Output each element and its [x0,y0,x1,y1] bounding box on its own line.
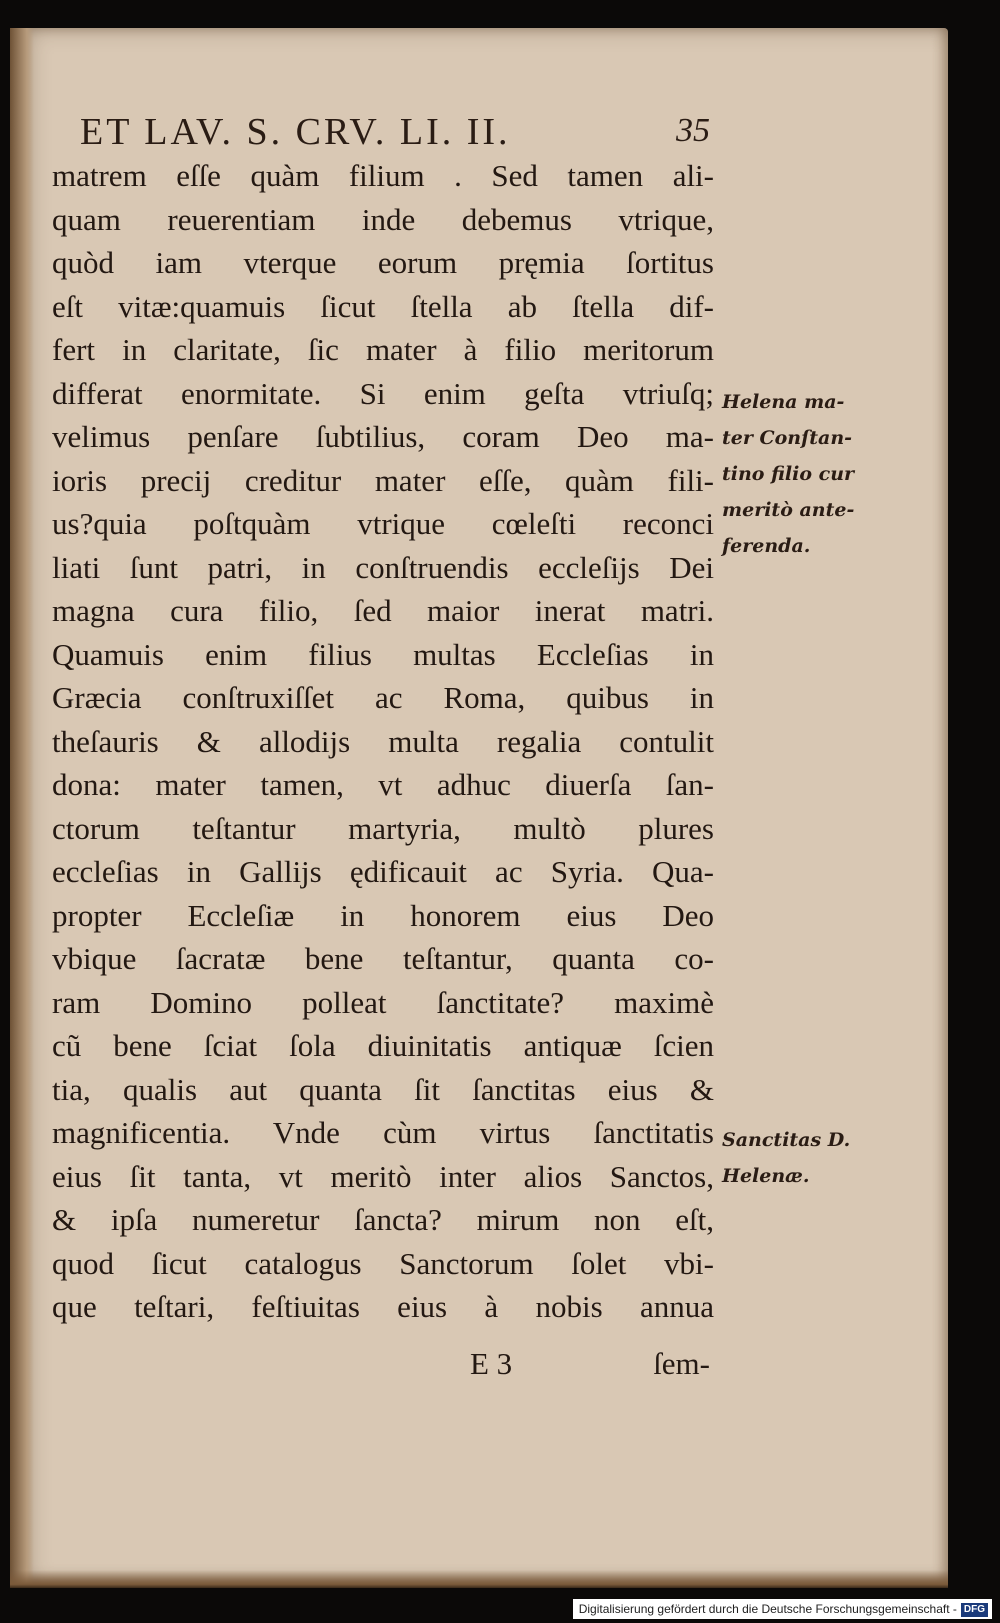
text-line: ioris precij creditur mater eſſe, quàm fili- [52,462,714,498]
catchword: ſem- [653,1346,710,1381]
margin-note-line: ferenda. [722,535,811,557]
signature-mark: E 3 [470,1346,513,1381]
margin-note-line: tino filio cur [722,463,855,485]
dfg-logo: DFG [961,1603,988,1617]
text-line: us?quia poſtquàm vtrique cœleſti reconci [52,506,714,541]
text-line: magnificentia. Vnde cùm virtus ſanctitatis [52,1115,714,1150]
text-line: quòd iam vterque eorum pręmia ſortitus [52,245,714,280]
text-line: quam reuerentiam inde debemus vtrique, [52,201,714,237]
text-line: theſauris & allodijs multa regalia contulit [52,723,714,759]
text-line: & ipſa numeretur ſancta? mirum non eſt, [52,1202,714,1237]
funding-footer [573,1599,992,1619]
text-line: eſt vitæ:quamuis ſicut ſtella ab ſtella dif- [52,288,714,324]
margin-note-line: ter Conſtan- [722,427,853,449]
text-line: matrem eſſe quàm filium . Sed tamen ali- [52,158,714,193]
text-line: magna cura filio, ſed maior inerat matri. [52,593,714,628]
text-line: velimus penſare ſubtilius, coram Deo ma- [52,419,714,454]
page-spine-shadow [10,28,34,1588]
text-line: differat enormitate. Si enim geſta vtriuſq; [52,375,714,411]
page-number: 35 [676,112,710,149]
text-line: vbique ſacratæ bene teſtantur, quanta co- [52,941,714,976]
margin-note-helena-mater [722,384,872,564]
text-line: Quamuis enim filius multas Eccleſias in [52,636,714,672]
text-line: eccleſias in Gallijs ędificauit ac Syria. Qua- [52,854,714,889]
body-text [52,154,714,1329]
text-line: propter Eccleſiæ in honorem eius Deo [52,897,714,933]
running-head-title: ET LAV. S. CRV. LI. II. [80,111,511,153]
text-line: quod ſicut catalogus Sanctorum ſolet vbi- [52,1245,714,1281]
margin-note-sanctitas [722,1122,872,1194]
text-line: fert in claritate, ſic mater à filio meritorum [52,332,714,367]
margin-note-line: Sanctitas D. [722,1129,851,1151]
text-line: ctorum teſtantur martyria, multò plures [52,810,714,846]
running-head [80,110,720,153]
text-line: Græcia conſtruxiſſet ac Roma, quibus in [52,680,714,715]
margin-note-line: meritò ante- [722,499,855,521]
margin-note-line: Helenæ. [722,1165,810,1187]
footer-text: Digitalisierung gefördert durch die Deutsche Forschungsgemeinschaft - [578,1602,957,1616]
text-line: ram Domino polleat ſanctitate? maximè [52,984,714,1020]
text-line: eius ſit tanta, vt meritò inter alios Sanctos, [52,1158,714,1194]
text-line: dona: mater tamen, vt adhuc diuerſa ſan- [52,767,714,802]
text-line: tia, qualis aut quanta ſit ſanctitas eius & [52,1071,714,1107]
margin-note-line: Helena ma- [722,391,845,413]
page-bottom-edge [10,1570,948,1588]
text-line: cũ bene ſciat ſola diuinitatis antiquæ ſcien [52,1028,714,1063]
text-line: liati ſunt patri, in conſtruendis eccleſijs Dei [52,549,714,585]
text-line: que teſtari, feſtiuitas eius à nobis annua [52,1289,714,1324]
catchline [470,1346,710,1390]
